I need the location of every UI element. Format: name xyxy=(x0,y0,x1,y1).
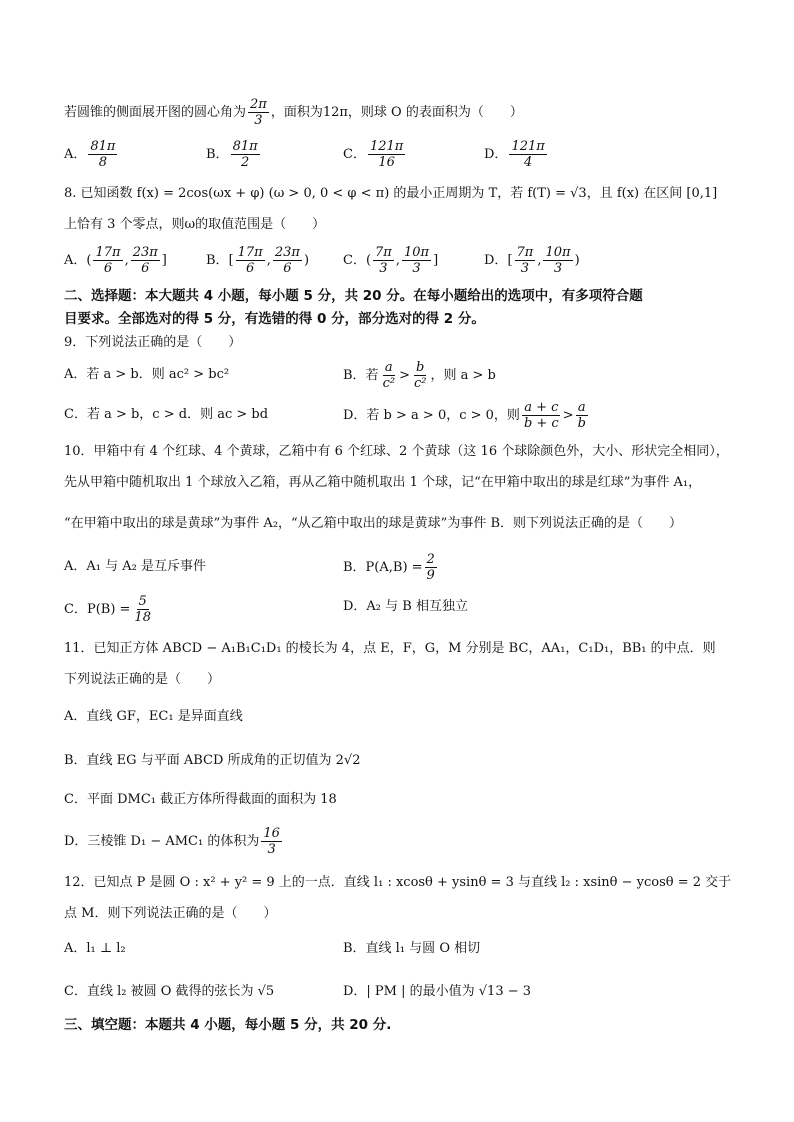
option-text: B．P(A,B) = xyxy=(343,560,423,575)
frac-den: b xyxy=(577,416,586,431)
frac-num: a xyxy=(577,400,586,415)
option-fraction xyxy=(231,139,260,170)
option-text-post: ，则 a > b xyxy=(430,368,496,383)
q8-line-2: 上恰有 3 个零点，则ω的取值范围是（ ） xyxy=(64,217,326,232)
q12-option-c: C．直线 l₂ 被圆 O 截得的弦长为 √5 xyxy=(64,984,275,999)
frac-den: 4 xyxy=(523,155,533,170)
q9-stem: 9．下列说法正确的是（ ） xyxy=(64,335,242,350)
q8-option-d: D．[ $\frac{7\pi}{3}$ , $\frac{10\pi}{3}$ ) xyxy=(484,245,580,276)
q11-option-b: B．直线 EG 与平面 ABCD 所成角的正切值为 2√2 xyxy=(64,753,361,768)
q9-option-c: C．若 a > b，c > d．则 ac > bd xyxy=(64,407,269,422)
q7-option-a xyxy=(64,139,119,170)
option-label: B． xyxy=(206,253,229,268)
frac-den: c² xyxy=(413,376,427,391)
option-label: C． xyxy=(343,147,366,162)
q10-line-3: “在甲箱中取出的球是黄球”为事件 A₂，“从乙箱中取出的球是黄球”为事件 B．则下列说法正确的是（ ） xyxy=(64,516,683,531)
fraction-2 xyxy=(273,245,302,276)
frac-num: a + c xyxy=(524,400,559,415)
option-fraction xyxy=(509,139,546,170)
frac-num: 10π xyxy=(545,245,571,260)
q8-line-1: 8. 已知函数 f(x) = 2cos(ωx + φ) (ω > 0, 0 < φ < π) 的最小正周期为 T，若 f(T) = √3，且 f(x) 在区间 [0,1] xyxy=(64,186,718,201)
bracket-close: ] xyxy=(433,253,439,268)
option-label: A． xyxy=(64,253,87,268)
section-3-heading: 三、填空题：本题共 4 小题，每小题 5 分，共 20 分. xyxy=(64,1017,392,1033)
fraction-1 xyxy=(381,360,398,391)
q10-option-b xyxy=(343,552,439,583)
frac-num: 121π xyxy=(511,139,545,154)
option-fraction xyxy=(261,826,282,857)
q10-option-d: D．A₂ 与 B 相互独立 xyxy=(343,599,468,614)
frac-num: a xyxy=(384,360,393,375)
q8-option-a: A．( $\frac{17\pi}{6}$ , $\frac{23\pi}{6}$ ] xyxy=(64,245,167,276)
frac-den: c² xyxy=(382,376,396,391)
frac-num: 23π xyxy=(274,245,300,260)
q7-option-b xyxy=(206,139,262,170)
frac-num: 16 xyxy=(263,826,280,841)
frac-den: 3 xyxy=(412,261,421,276)
q10-option-a: A．A₁ 与 A₂ 是互斥事件 xyxy=(64,559,206,574)
frac-den: 16 xyxy=(378,155,395,170)
frac-den: 6 xyxy=(141,261,150,276)
fraction-2 xyxy=(412,360,429,391)
option-text: B．若 xyxy=(343,368,379,383)
frac-den: 3 xyxy=(520,261,530,276)
fraction-1 xyxy=(373,245,394,276)
option-fraction xyxy=(88,139,117,170)
q10-line-1: 10．甲箱中有 4 个红球、4 个黄球，乙箱中有 6 个红球、2 个黄球（这 16 个球除颜色外，大小、形状完全相同）， xyxy=(64,444,729,459)
frac-num: 81π xyxy=(232,139,258,154)
frac-num: 10π xyxy=(404,245,430,260)
fraction-2 xyxy=(576,400,588,431)
fraction-1 xyxy=(522,400,561,431)
q11-line-1: 11．已知正方体 ABCD − A₁B₁C₁D₁ 的棱长为 4，点 E，F，G，M 分别是 BC，AA₁，C₁D₁，BB₁ 的中点．则 xyxy=(64,641,716,656)
q8-option-c: C．( $\frac{7\pi}{3}$ , $\frac{10\pi}{3}$ ] xyxy=(343,245,439,276)
q12-option-b: B．直线 l₁ 与圆 O 相切 xyxy=(343,941,481,956)
q9-option-b xyxy=(343,360,496,391)
fraction-1 xyxy=(236,245,265,276)
q7-angle-fraction xyxy=(248,97,269,128)
q7-stem xyxy=(64,97,742,128)
frac-num: 17π xyxy=(237,245,263,260)
frac-den: 2 xyxy=(240,155,250,170)
q9-option-d xyxy=(343,400,590,431)
option-text: C．P(B) = xyxy=(64,602,131,617)
frac-den: 6 xyxy=(246,261,255,276)
option-fraction xyxy=(132,594,153,625)
section-2-heading-line-1: 二、选择题：本大题共 4 小题，每小题 5 分，共 20 分。在每小题给出的选项中，有多项符合题 xyxy=(64,288,643,304)
q11-option-d xyxy=(64,826,284,857)
q12-line-1: 12．已知点 P 是圆 O : x² + y² = 9 上的一点．直线 l₁ : xcosθ + ysinθ = 3 与直线 l₂ : xsinθ − ycosθ = 2 交于 xyxy=(64,875,732,890)
q7-angle-num: 2π xyxy=(250,97,267,112)
q7-option-c xyxy=(343,139,407,170)
frac-den: 8 xyxy=(98,155,108,170)
frac-num: 81π xyxy=(90,139,116,154)
q9-option-a: A．若 a > b．则 ac² > bc² xyxy=(64,367,230,382)
option-label: A． xyxy=(64,147,87,162)
option-label: D． xyxy=(484,253,508,268)
frac-den: 3 xyxy=(267,842,276,857)
bracket-close: ) xyxy=(574,253,580,268)
frac-den: b + c xyxy=(523,416,559,431)
q11-option-c: C．平面 DMC₁ 截正方体所得截面的面积为 18 xyxy=(64,792,337,807)
q11-line-2: 下列说法正确的是（ ） xyxy=(64,672,221,687)
frac-den: 3 xyxy=(379,261,388,276)
option-label: B． xyxy=(206,147,229,162)
fraction-2 xyxy=(543,245,572,276)
q12-option-d: D．| PM | 的最小值为 √13 − 3 xyxy=(343,984,532,999)
q7-stem-text-a: 若圆锥的侧面展开图的圆心角为 xyxy=(64,105,247,120)
fraction-2 xyxy=(131,245,160,276)
bracket-open: [ xyxy=(228,253,234,268)
bracket-close: ] xyxy=(161,253,167,268)
frac-num: 121π xyxy=(369,139,404,154)
q12-option-a: A．l₁ ⊥ l₂ xyxy=(64,941,126,956)
q12-line-2: 点 M．则下列说法正确的是（ ） xyxy=(64,906,277,921)
frac-den: 6 xyxy=(283,261,292,276)
option-text: D．若 b > a > 0，c > 0，则 xyxy=(343,408,520,423)
bracket-open: ( xyxy=(86,253,92,268)
frac-den: 3 xyxy=(553,261,563,276)
q11-option-a: A．直线 GF，EC₁ 是异面直线 xyxy=(64,709,243,724)
frac-den: 9 xyxy=(426,568,435,583)
frac-num: 5 xyxy=(138,594,147,609)
section-2-heading-line-2: 目要求。全部选对的得 5 分，有选错的得 0 分，部分选对的得 2 分。 xyxy=(64,311,485,327)
q10-line-2: 先从甲箱中随机取出 1 个球放入乙箱，再从乙箱中随机取出 1 个球，记“在甲箱中取出的球是红球”为事件 A₁， xyxy=(64,475,702,490)
frac-num: 7π xyxy=(516,245,534,260)
frac-den: 18 xyxy=(134,610,151,625)
q7-stem-text-b: ，面积为12π，则球 O 的表面积为（ ） xyxy=(270,105,523,120)
option-label: C． xyxy=(343,253,366,268)
frac-den: 6 xyxy=(103,261,113,276)
frac-num: b xyxy=(416,360,425,375)
frac-num: 2 xyxy=(426,552,435,567)
option-label: D． xyxy=(484,147,508,162)
q7-option-d xyxy=(484,139,549,170)
gt-symbol: > xyxy=(399,368,410,383)
option-fraction xyxy=(425,552,437,583)
option-text: D．三棱锥 D₁ − AMC₁ 的体积为 xyxy=(64,834,260,849)
frac-num: 17π xyxy=(95,245,121,260)
bracket-close: ) xyxy=(303,253,310,268)
fraction-1 xyxy=(93,245,122,276)
q8-option-b: B．[ $\frac{17\pi}{6}$ , $\frac{23\pi}{6}$ ) xyxy=(206,245,310,276)
bracket-open: [ xyxy=(507,253,513,268)
frac-num: 7π xyxy=(375,245,392,260)
bracket-open: ( xyxy=(365,253,372,268)
fraction-1 xyxy=(515,245,536,276)
gt-symbol: > xyxy=(562,408,574,423)
fraction-2 xyxy=(402,245,431,276)
q7-angle-den: 3 xyxy=(254,113,263,128)
q10-option-c xyxy=(64,594,155,625)
option-fraction xyxy=(368,139,405,170)
frac-num: 23π xyxy=(132,245,158,260)
